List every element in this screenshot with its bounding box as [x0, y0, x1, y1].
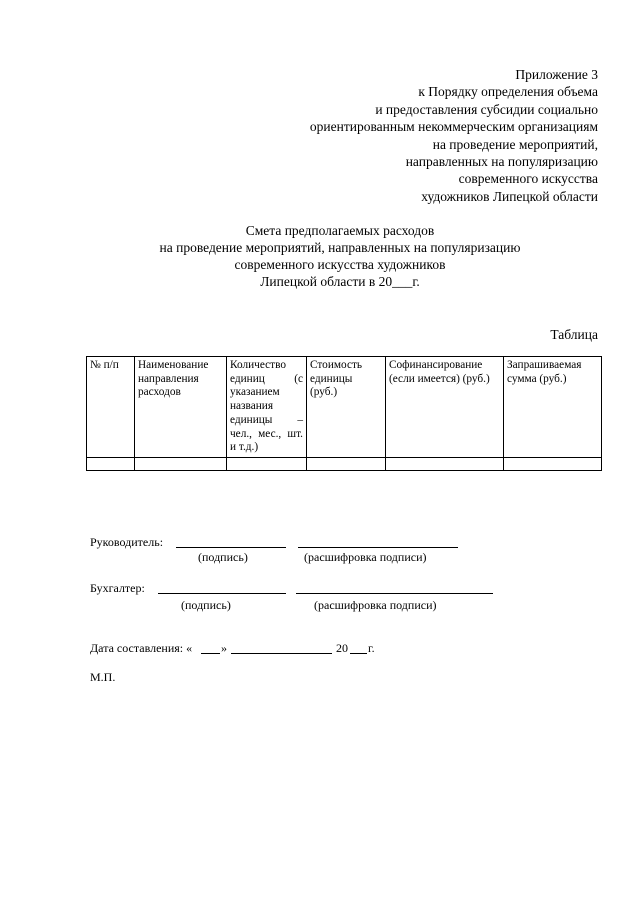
appendix-line: к Порядку определения объема [418, 84, 598, 100]
appendix-line: и предоставления субсидии социально [375, 101, 598, 117]
table-header-row [87, 357, 602, 458]
accountant-signature-line[interactable] [158, 593, 286, 594]
date-month-line[interactable] [231, 653, 332, 654]
head-label: Руководитель: [90, 535, 164, 549]
table-cell[interactable] [504, 457, 602, 470]
date-year-line[interactable] [350, 653, 367, 654]
head-signature-line[interactable] [176, 547, 286, 548]
appendix-line: на проведение мероприятий, [432, 136, 598, 152]
head-decoding-line[interactable] [298, 547, 458, 548]
header-unit-cost: Стоимость единицы (руб.) [307, 357, 386, 458]
accountant-label: Бухгалтер: [90, 581, 145, 595]
title-line: Смета предполагаемых расходов [245, 223, 435, 238]
accountant-signature-caption: (подпись) [181, 598, 231, 612]
document-title [100, 222, 580, 290]
appendix-header [310, 66, 598, 205]
table-cell[interactable] [386, 457, 504, 470]
date-day-line[interactable] [201, 653, 220, 654]
appendix-line: направленных на популяризацию [405, 154, 598, 170]
header-cofinancing: Софинансирование (если имеется) (руб.) [386, 357, 504, 458]
header-expense-direction: Наименование направления расходов [135, 357, 227, 458]
stamp-place: М.П. [90, 670, 116, 684]
date-year-suffix: г. [368, 641, 375, 655]
appendix-line: ориентированным некоммерческим организациям [309, 119, 598, 135]
estimate-table [86, 356, 602, 471]
accountant-decoding-caption: (расшифровка подписи) [314, 598, 437, 612]
head-decoding-caption: (расшифровка подписи) [304, 550, 427, 564]
table-cell[interactable] [307, 457, 386, 470]
header-unit-quantity: Количество единиц (с указанием названия единицы – чел., мес., шт. и т.д.) [227, 357, 307, 458]
table-label: Таблица [550, 327, 598, 342]
accountant-decoding-line[interactable] [296, 593, 493, 594]
appendix-line: Приложение 3 [515, 67, 598, 82]
date-label: Дата составления: « [90, 641, 193, 655]
title-line: на проведение мероприятий, направленных на популяризацию [159, 240, 521, 255]
table-cell[interactable] [227, 457, 307, 470]
table-row [87, 457, 602, 470]
date-quote-close: » [221, 641, 227, 655]
title-line: современного искусства художников [234, 257, 446, 272]
header-number: № п/п [87, 357, 135, 458]
appendix-line: художников Липецкой области [421, 188, 598, 204]
header-requested-sum: Запрашиваемая сумма (руб.) [504, 357, 602, 458]
date-year-prefix: 20 [336, 641, 348, 655]
head-signature-caption: (подпись) [198, 550, 248, 564]
table-cell[interactable] [135, 457, 227, 470]
title-line: Липецкой области в 20___г. [260, 274, 420, 289]
table-cell[interactable] [87, 457, 135, 470]
appendix-line: современного искусства [458, 171, 598, 187]
